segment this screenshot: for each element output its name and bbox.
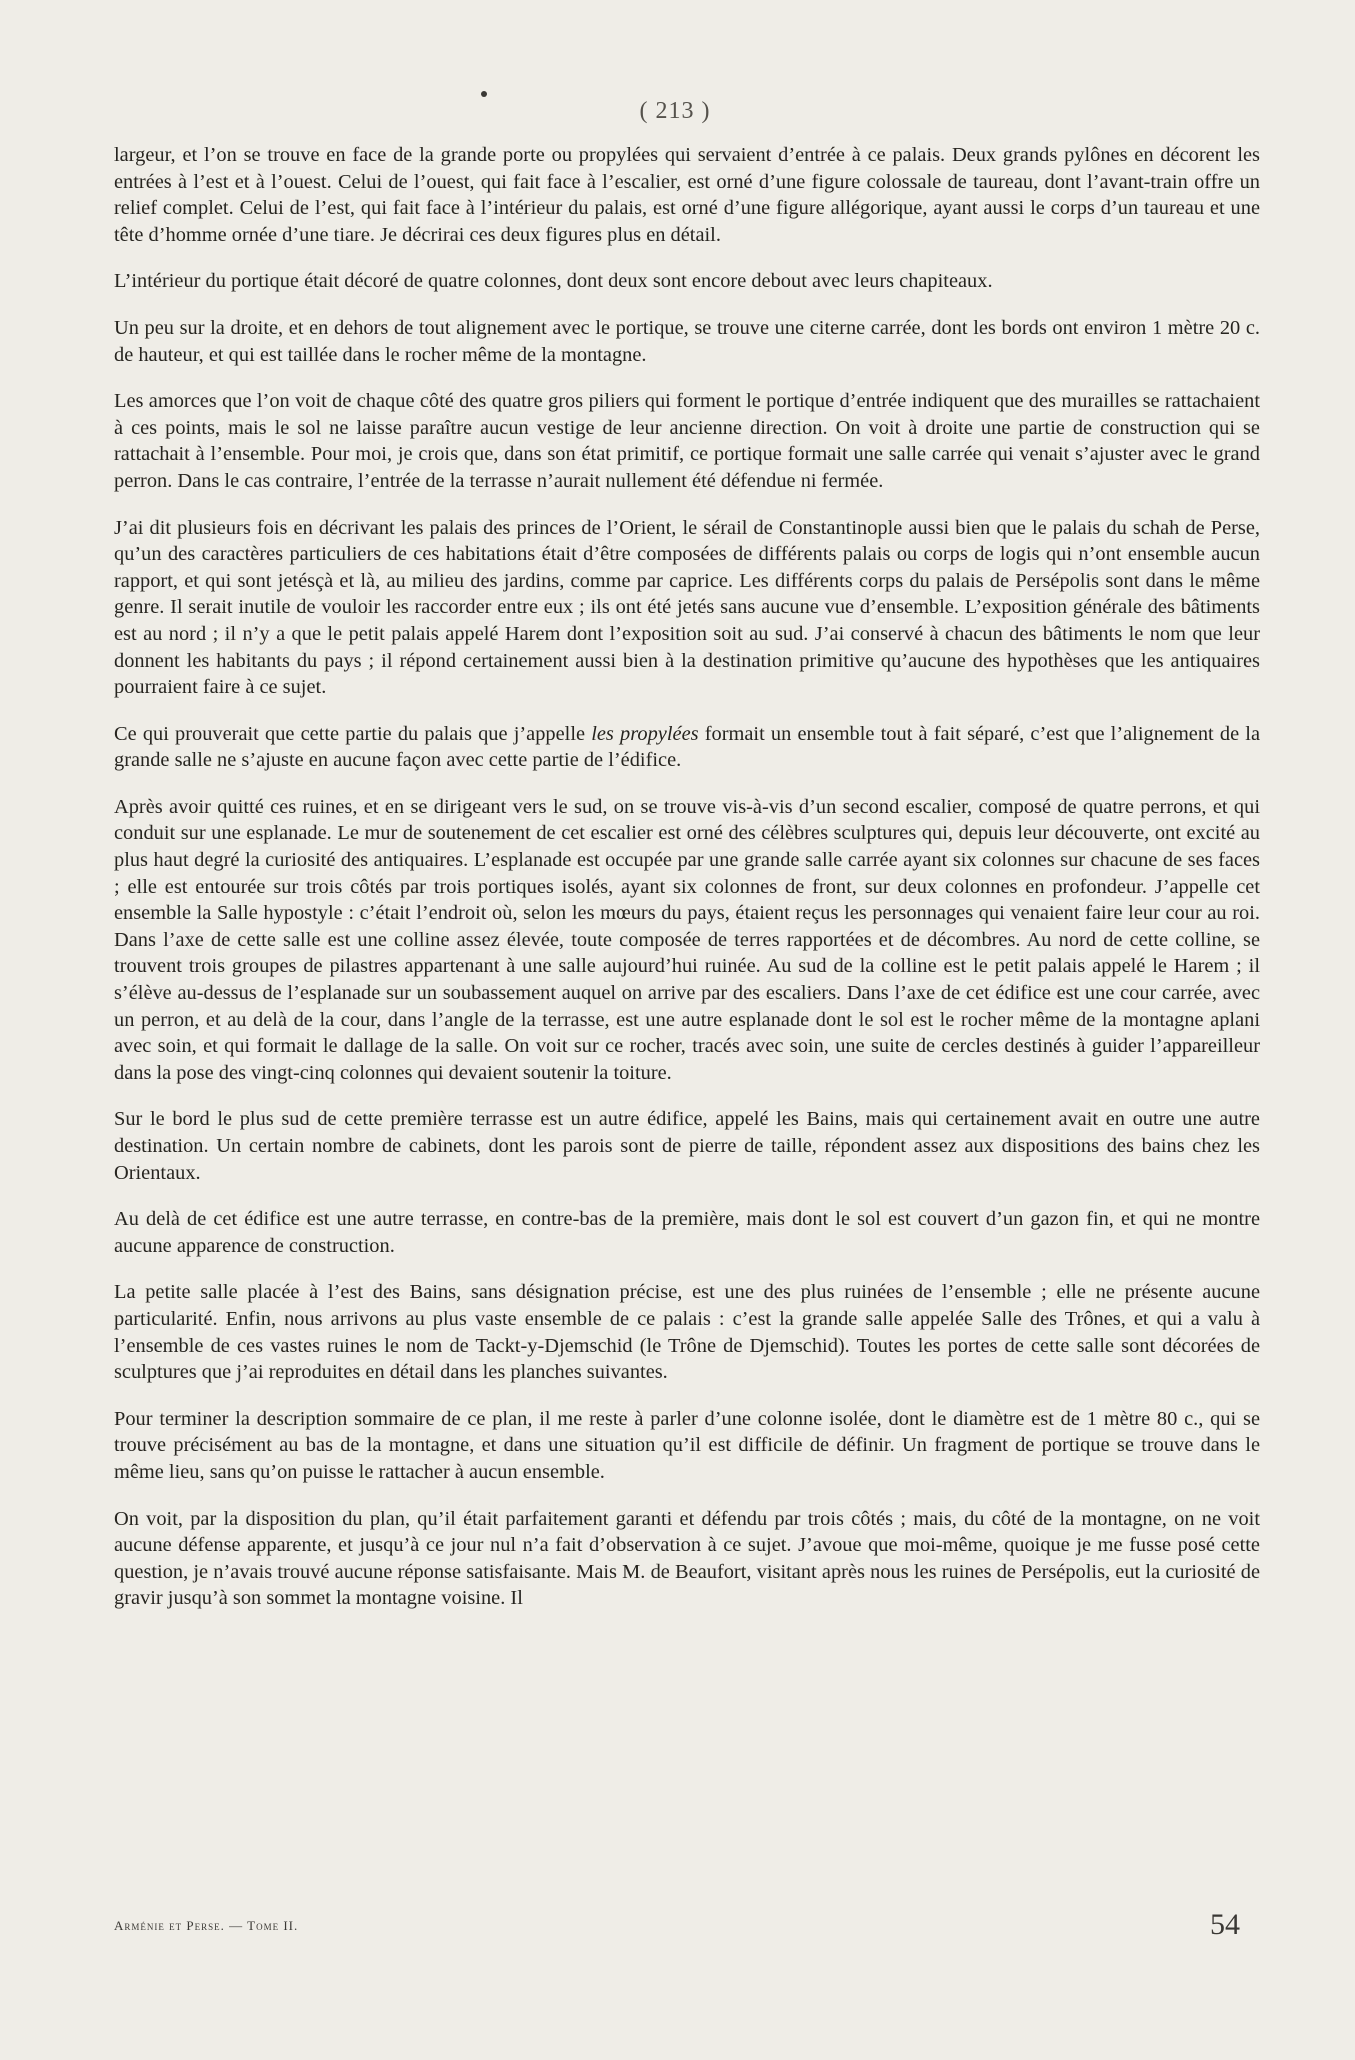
paragraph: Un peu sur la droite, et en dehors de tout alignement avec le portique, se trouve une citerne carrée, dont les bords ont environ 1 mètre 20 c. de hauteur, et qui est taillée dans le rocher même de la montagne. (114, 316, 1260, 366)
italic-term: les propylées (591, 722, 699, 745)
paragraph: Au delà de cet édifice est une autre terrasse, en contre-bas de la première, mais dont le sol est couvert d’un gazon fin, et qui ne montre aucune apparence de construction. (114, 1208, 1260, 1257)
paragraph: Les amorces que l’on voit de chaque côté des quatre gros piliers qui forment le portique d’entrée indiquent que des murailles se rattachaient à ces points, mais le sol ne laisse paraître aucun vestige de leur ancienne direction. On voit à droite une partie de construction qui se rattachait à l’ensemble. Pour moi, je crois que, dans son état primitif, ce portique formait une salle carrée qui venait s’ajuster avec le grand perron. Dans le cas contraire, l’entrée de la terrasse n’aurait nullement été défendue ni fermée. (114, 390, 1260, 492)
paragraph: On voit, par la disposition du plan, qu’il était parfaitement garanti et défendu par trois côtés ; mais, du côté de la montagne, on ne voit aucune défense apparente, et jusqu’à ce jour nul n’a fait d’observation à ce sujet. J’avoue que moi-même, quoique je me fusse posé cette question, je n’avais trouvé aucune réponse satisfaisante. Mais M. de Beaufort, visitant après nous les ruines de Persépolis, eut la curiosité de gravir jusqu’à son sommet la montagne voisine. Il (114, 1507, 1260, 1610)
paragraph: L’intérieur du portique était décoré de quatre colonnes, dont deux sont encore debout avec leurs chapiteaux. (114, 270, 993, 293)
paragraph: largeur, et l’on se trouve en face de la grande porte ou propylées qui servaient d’entrée à ce palais. Deux grands pylônes en décorent les entrées à l’est et à l’ouest. Celui de l’ouest, qui fait face à l’escalier, est orné d’une figure colossale de taureau, dont l’avant-train offre un relief complet. Celui de l’est, qui fait face à l’intérieur du palais, est orné d’une figure allégorique, ayant aussi le corps d’un taureau et une tête d’homme ornée d’une tiare. Je décrirai ces deux figures plus en détail. (114, 144, 1260, 246)
paragraph: La petite salle placée à l’est des Bains, sans désignation précise, est une des plus ruinées de l’ensemble ; elle ne présente aucune particularité. Enfin, nous arrivons au plus vaste ensemble de ce palais : c’est la grande salle appelée Salle des Trônes, et qui a valu à l’ensemble de ces vastes ruines le nom de Tackt-y-Djemschid (le Trône de Djemschid). Toutes les portes de cette salle sont décorées de sculptures que j’ai reproduites en détail dans les planches suivantes. (114, 1281, 1260, 1384)
running-footer: Arménie et Perse. — Tome II. (114, 1918, 299, 1933)
body-text (114, 142, 1260, 1632)
paragraph: Pour terminer la description sommaire de ce plan, il me reste à parler d’une colonne isolée, dont le diamètre est de 1 mètre 80 c., qui se trouve précisément au bas de la montagne, et dans une situation qu’il est difficile de définir. Un fragment de portique se trouve dans le même lieu, sans qu’on puisse le rattacher à aucun ensemble. (114, 1407, 1260, 1483)
page-number: ( 213 ) (639, 98, 711, 124)
signature-mark: 54 (1210, 1908, 1240, 1941)
paragraph: Ce qui prouverait que cette partie du palais que j’appelle les propylées formait un ensemble tout à fait séparé, c’est que l’alignement de la grande salle ne s’ajuste en aucune façon avec cette partie de l’édifice. (114, 722, 1261, 772)
paragraph: Sur le bord le plus sud de cette première terrasse est un autre édifice, appelé les Bains, mais qui certainement avait en outre une autre destination. Un certain nombre de cabinets, dont les parois sont de pierre de taille, répondent assez aux dispositions des bains chez les Orientaux. (114, 1108, 1260, 1184)
ink-dot (481, 91, 487, 97)
paragraph: Après avoir quitté ces ruines, et en se dirigeant vers le sud, on se trouve vis-à-vis d’un second escalier, composé de quatre perrons, et qui conduit sur une esplanade. Le mur de soutenement de cet escalier est orné des célèbres sculptures qui, depuis leur découverte, ont excité au plus haut degré la curiosité des antiquaires. L’esplanade est occupée par une grande salle carrée ayant six colonnes sur chacune de ses faces ; elle est entourée sur trois côtés par trois portiques isolés, ayant six colonnes de front, sur deux colonnes en profondeur. J’appelle cet ensemble la Salle hypostyle : c’était l’endroit où, selon les mœurs du pays, étaient reçus les personnages qui venaient faire leur cour au roi. Dans l’axe de cette salle est une colline assez élevée, toute composée de terres rapportées et de décombres. Au nord de cette colline, se trouvent trois groupes de pilastres appartenant à une salle aujourd’hui ruinée. Au sud de la colline est le petit palais appelé le Harem ; il s’élève au-dessus de l’esplanade sur un soubassement auquel on arrive par des escaliers. Dans l’axe de cet édifice est une cour carrée, avec un perron, et au delà de la cour, dans l’angle de la terrasse, est une autre esplanade dont le sol est le rocher même de la montagne aplani avec soin, et qui formait le dallage de la salle. On voit sur ce rocher, tracés avec soin, une suite de cercles destinés à guider l’appareilleur dans la pose des vingt-cinq colonnes qui devaient soutenir la toiture. (114, 795, 1260, 1084)
paragraph: J’ai dit plusieurs fois en décrivant les palais des princes de l’Orient, le sérail de Constantinople aussi bien que le palais du schah de Perse, qu’un des caractères particuliers de ces habitations était d’être composées de différents palais ou corps de logis qui n’ont ensemble aucun rapport, et qui sont jetésçà et là, au milieu des jardins, comme par caprice. Les différents corps du palais de Persépolis sont dans le même genre. Il serait inutile de vouloir les raccorder entre eux ; ils ont été jetés sans aucune vue d’ensemble. L’exposition générale des bâtiments est au nord ; il n’y a que le petit palais appelé Harem dont l’exposition soit au sud. J’ai conservé à chacun des bâtiments le nom que leur donnent les habitants du pays ; il répond certainement aussi bien à la destination primitive qu’aucune des hypothèses que les antiquaires pourraient faire à ce sujet. (114, 516, 1260, 699)
